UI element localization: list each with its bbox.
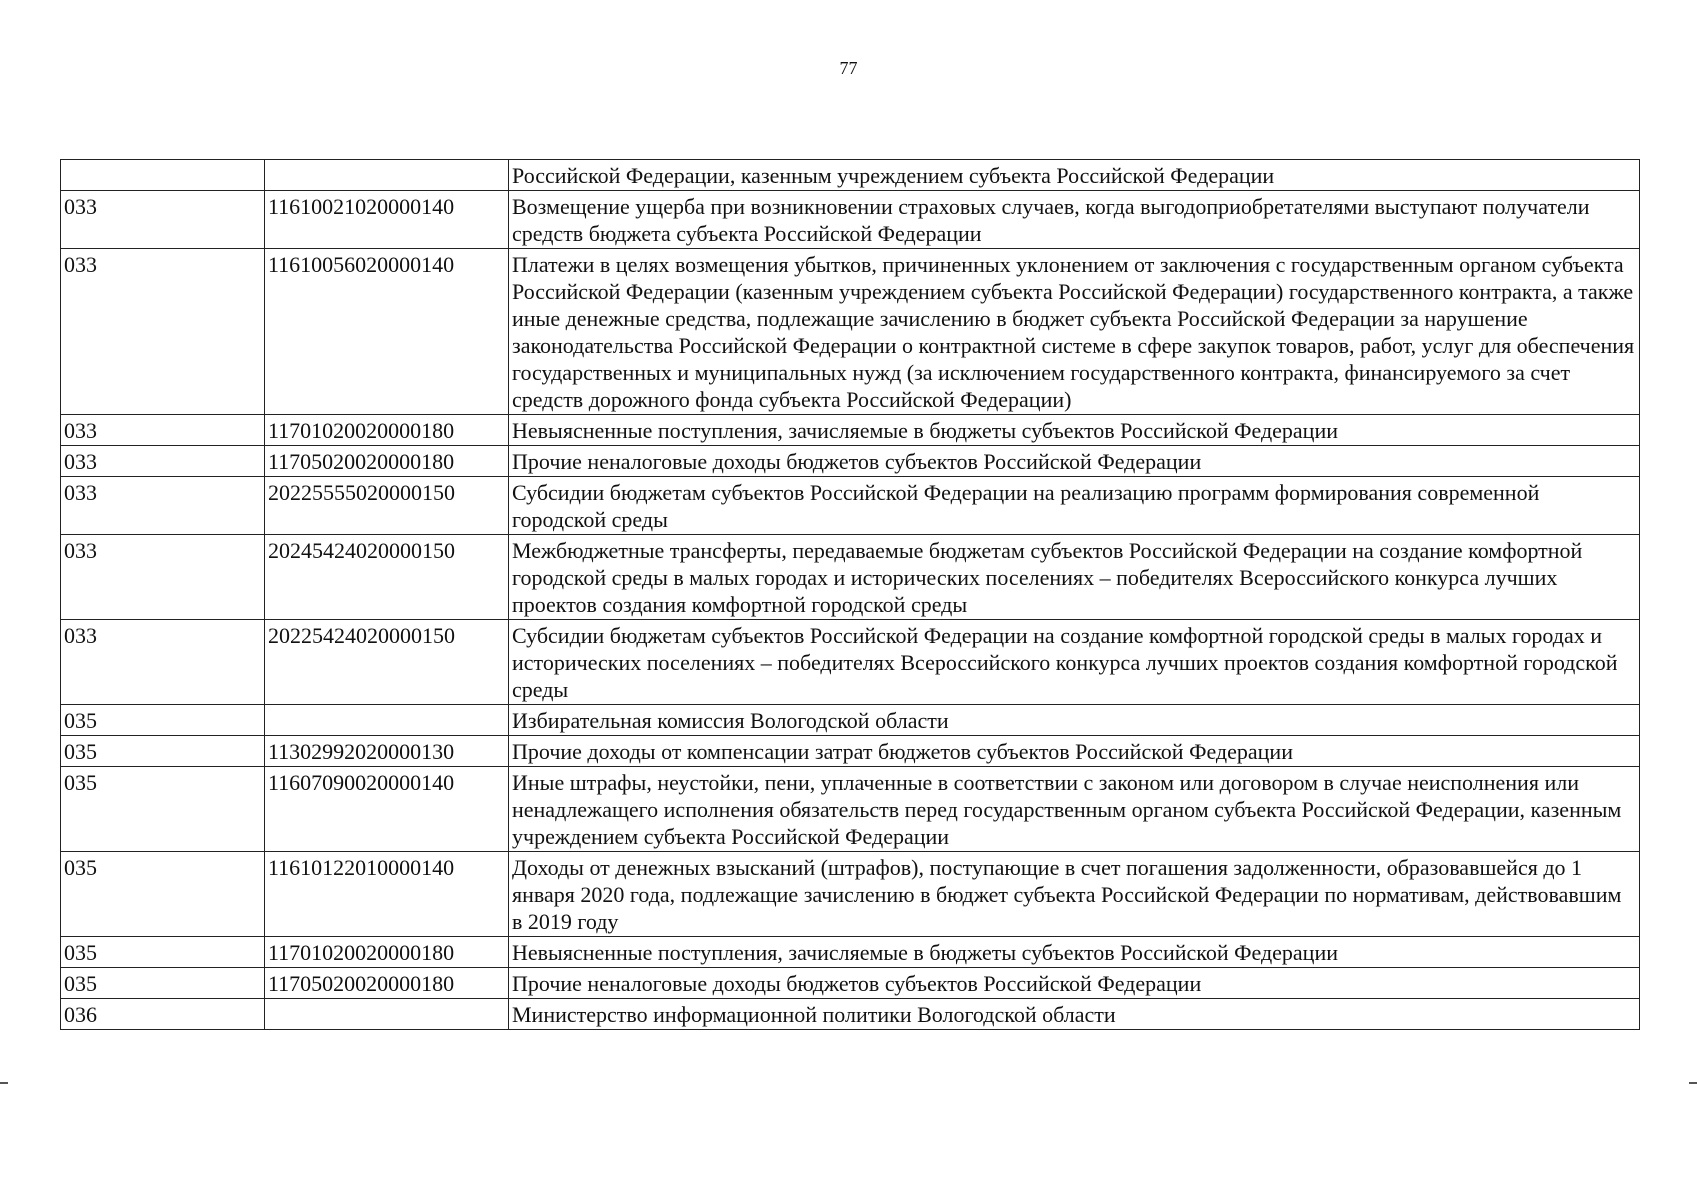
table-row [61, 852, 1640, 937]
revenue-code-cell [265, 999, 509, 1030]
revenue-code-cell: 20245424020000150 [265, 535, 509, 620]
revenue-code-cell: 11607090020000140 [265, 767, 509, 852]
revenue-name-cell: Невыясненные поступления, зачисляемые в бюджеты субъектов Российской Федерации [509, 415, 1640, 446]
revenue-codes-table [60, 159, 1640, 1030]
admin-code-cell: 035 [61, 937, 265, 968]
revenue-name-cell: Министерство информационной политики Вологодской области [509, 999, 1640, 1030]
revenue-code-cell [265, 160, 509, 191]
admin-code-cell: 035 [61, 968, 265, 999]
table-row [61, 477, 1640, 535]
revenue-code-cell: 11610122010000140 [265, 852, 509, 937]
revenue-code-cell: 11610056020000140 [265, 249, 509, 415]
admin-code-cell: 033 [61, 446, 265, 477]
table-row [61, 968, 1640, 999]
revenue-code-cell: 11705020020000180 [265, 968, 509, 999]
admin-code-cell: 033 [61, 477, 265, 535]
revenue-code-cell: 11610021020000140 [265, 191, 509, 249]
revenue-name-cell: Возмещение ущерба при возникновении страховых случаев, когда выгодоприобретателями выступают получатели средств бюджета субъекта Российской Федерации [509, 191, 1640, 249]
table-row [61, 160, 1640, 191]
revenue-name-cell: Прочие доходы от компенсации затрат бюджетов субъектов Российской Федерации [509, 736, 1640, 767]
revenue-name-cell: Избирательная комиссия Вологодской области [509, 705, 1640, 736]
revenue-name-cell: Иные штрафы, неустойки, пени, уплаченные в соответствии с законом или договором в случае неисполнения или ненадлежащего исполнения обязательств перед государственным органом субъекта Российской Федерации, казенным учреждением субъекта Российской Федерации [509, 767, 1640, 852]
admin-code-cell: 033 [61, 535, 265, 620]
table-row [61, 999, 1640, 1030]
table-row [61, 937, 1640, 968]
admin-code-cell: 036 [61, 999, 265, 1030]
table-row [61, 446, 1640, 477]
left-edge-mark [0, 1082, 8, 1084]
admin-code-cell: 033 [61, 249, 265, 415]
admin-code-cell: 035 [61, 705, 265, 736]
admin-code-cell: 033 [61, 620, 265, 705]
revenue-code-cell: 11701020020000180 [265, 937, 509, 968]
revenue-code-cell: 11705020020000180 [265, 446, 509, 477]
table-row [61, 191, 1640, 249]
revenue-name-cell: Прочие неналоговые доходы бюджетов субъектов Российской Федерации [509, 968, 1640, 999]
revenue-name-cell: Межбюджетные трансферты, передаваемые бюджетам субъектов Российской Федерации на создание комфортной городской среды в малых городах и исторических поселениях – победителях Всероссийского конкурса лучших проектов создания комфортной городской среды [509, 535, 1640, 620]
table-row [61, 620, 1640, 705]
revenue-name-cell: Доходы от денежных взысканий (штрафов), поступающие в счет погашения задолженности, образовавшейся до 1 января 2020 года, подлежащие зачислению в бюджет субъекта Российской Федерации по нормативам, действовавшим в 2019 году [509, 852, 1640, 937]
admin-code-cell: 035 [61, 767, 265, 852]
revenue-code-cell: 20225424020000150 [265, 620, 509, 705]
table-row [61, 535, 1640, 620]
revenue-name-cell: Невыясненные поступления, зачисляемые в бюджеты субъектов Российской Федерации [509, 937, 1640, 968]
revenue-code-cell: 11701020020000180 [265, 415, 509, 446]
admin-code-cell: 033 [61, 415, 265, 446]
table-row [61, 736, 1640, 767]
admin-code-cell [61, 160, 265, 191]
revenue-name-cell: Российской Федерации, казенным учреждением субъекта Российской Федерации [509, 160, 1640, 191]
admin-code-cell: 033 [61, 191, 265, 249]
revenue-name-cell: Субсидии бюджетам субъектов Российской Федерации на реализацию программ формирования современной городской среды [509, 477, 1640, 535]
page-number: 77 [839, 58, 858, 78]
revenue-code-cell [265, 705, 509, 736]
admin-code-cell: 035 [61, 736, 265, 767]
table-body [61, 160, 1640, 1030]
table-row [61, 705, 1640, 736]
right-edge-mark [1689, 1082, 1697, 1084]
table-row [61, 767, 1640, 852]
revenue-name-cell: Платежи в целях возмещения убытков, причиненных уклонением от заключения с государственным органом субъекта Российской Федерации (казенным учреждением субъекта Российской Федерации) государственного контракта, а также иные денежные средства, подлежащие зачислению в бюджет субъекта Российской Федерации за нарушение законодательства Российской Федерации о контрактной системе в сфере закупок товаров, работ, услуг для обеспечения государственных и муниципальных нужд (за исключением государственного контракта, финансируемого за счет средств дорожного фонда субъекта Российской Федерации) [509, 249, 1640, 415]
table-row [61, 415, 1640, 446]
table-row [61, 249, 1640, 415]
revenue-code-cell: 11302992020000130 [265, 736, 509, 767]
revenue-name-cell: Прочие неналоговые доходы бюджетов субъектов Российской Федерации [509, 446, 1640, 477]
revenue-name-cell: Субсидии бюджетам субъектов Российской Федерации на создание комфортной городской среды в малых городах и исторических поселениях – победителях Всероссийского конкурса лучших проектов создания комфортной городской среды [509, 620, 1640, 705]
revenue-code-cell: 20225555020000150 [265, 477, 509, 535]
admin-code-cell: 035 [61, 852, 265, 937]
